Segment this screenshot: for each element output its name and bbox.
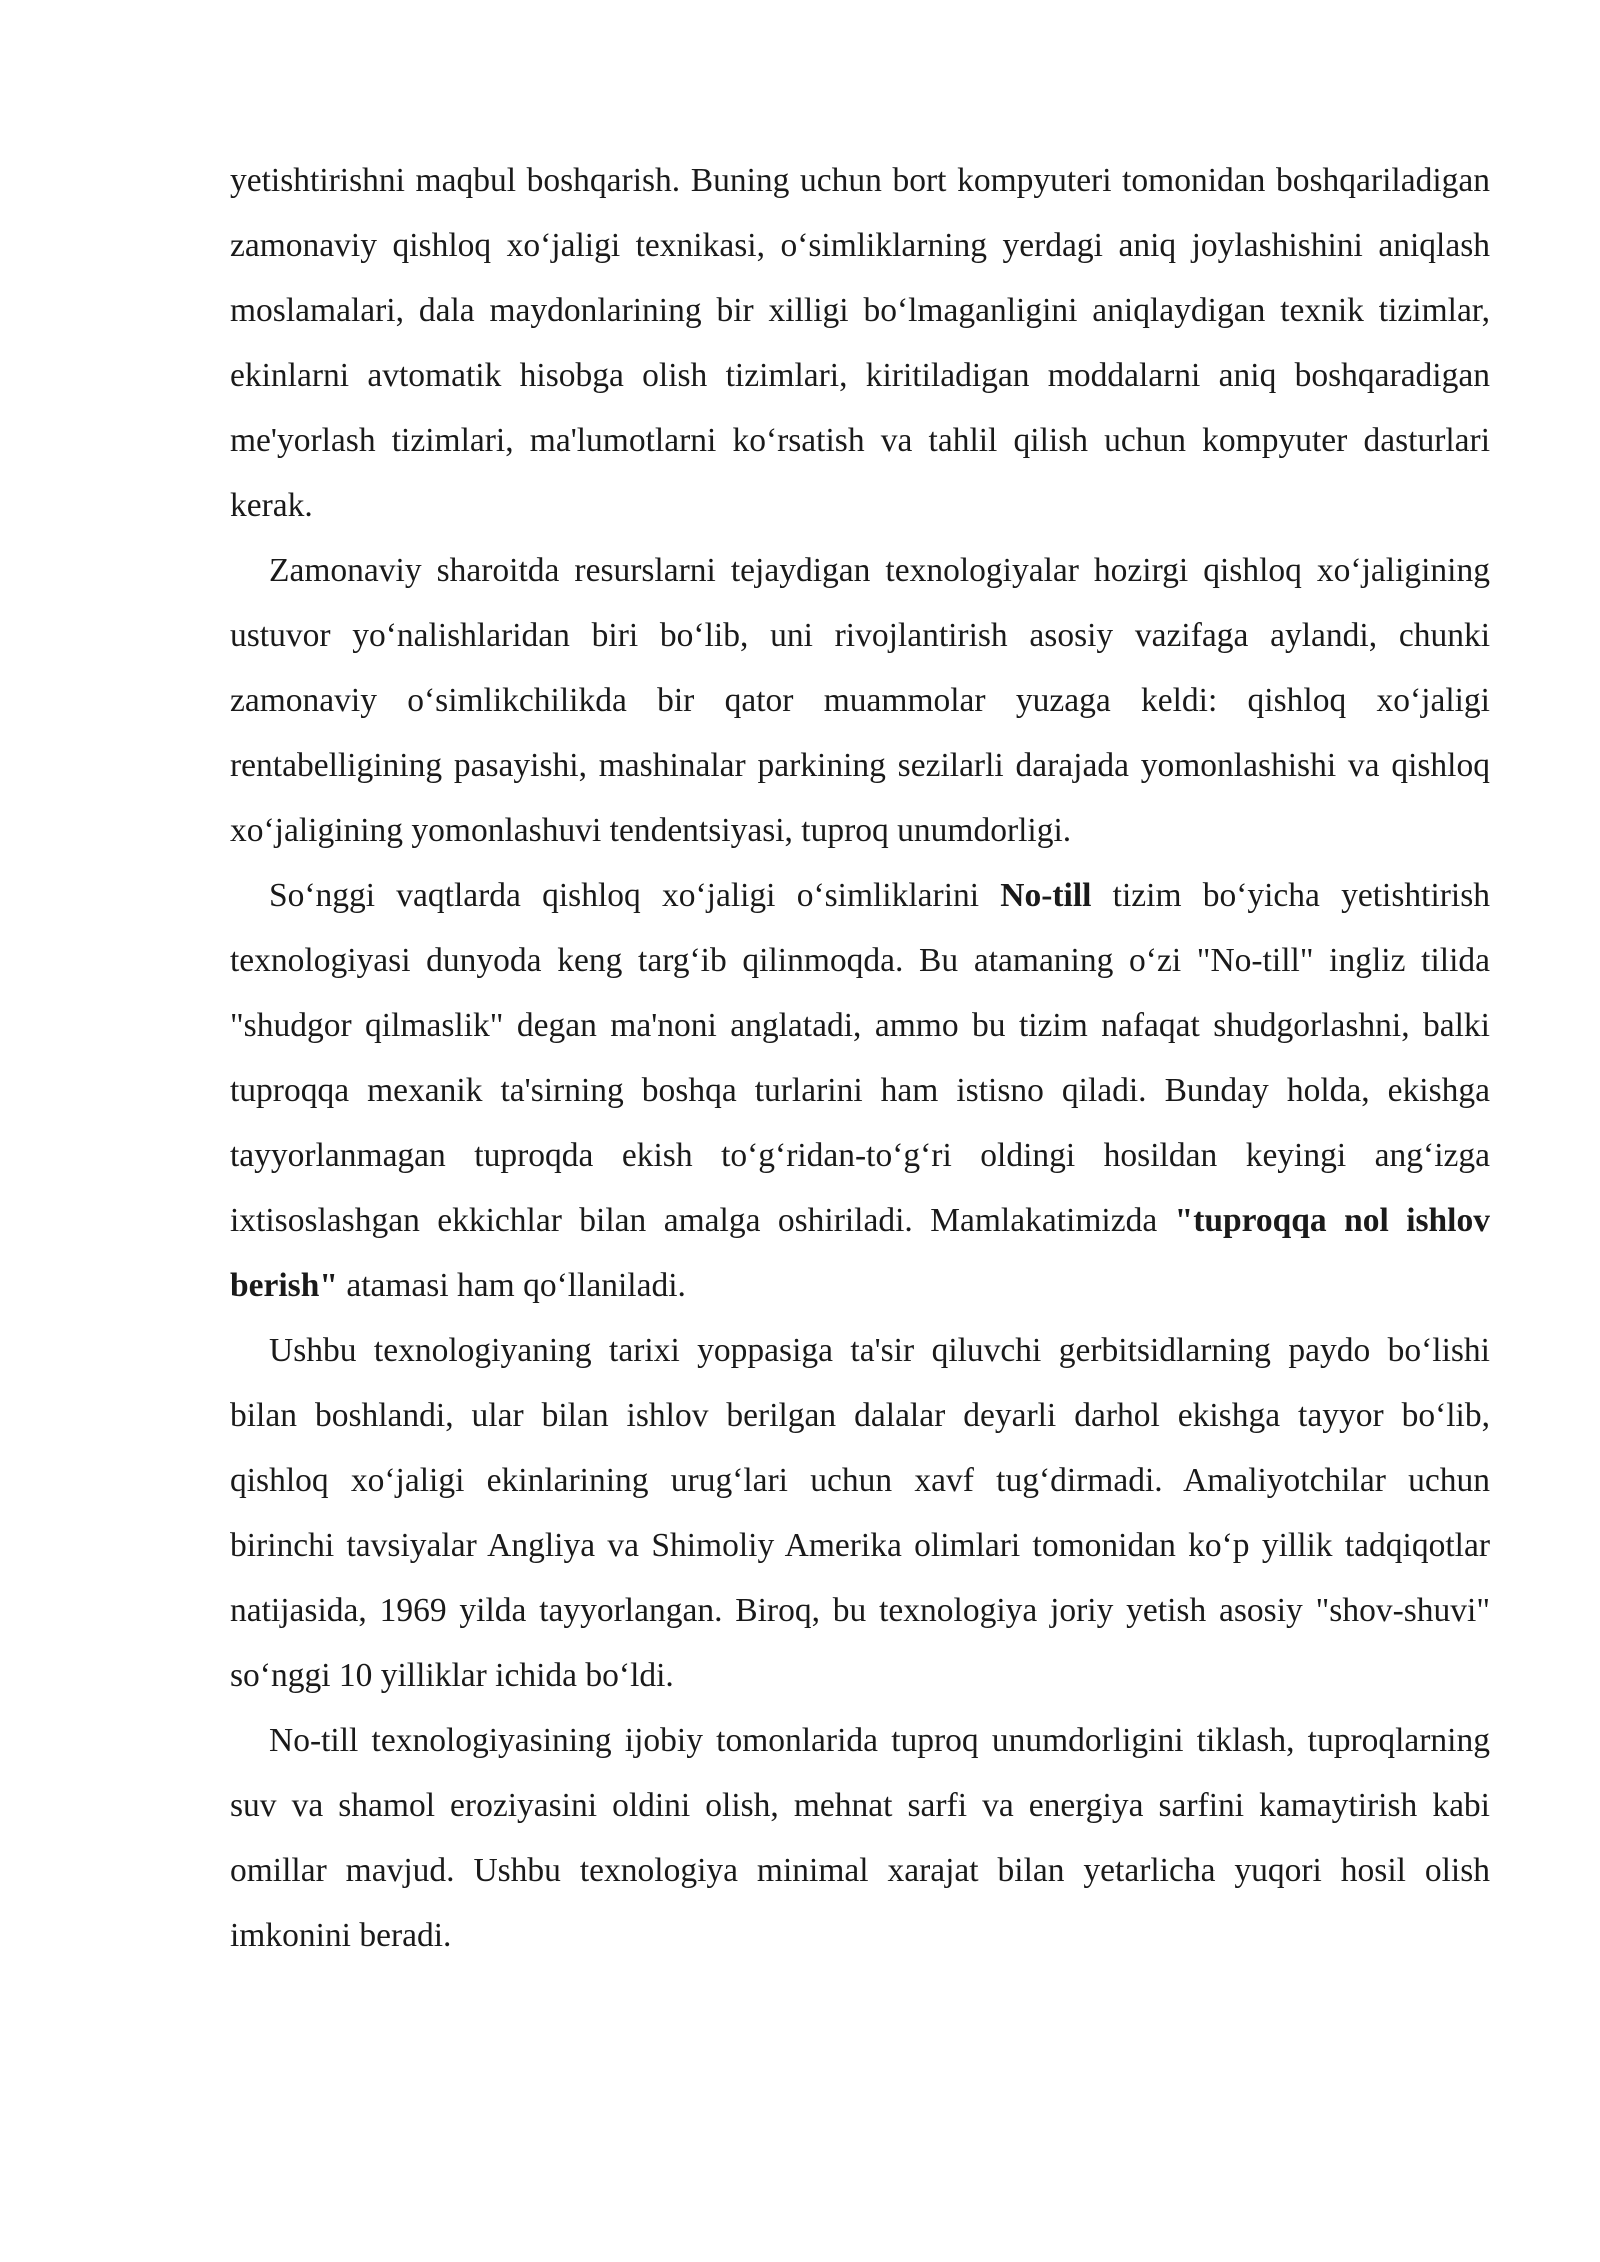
paragraph-3-text-a: So‘nggi vaqtlarda qishloq xo‘jaligi o‘simliklarini xyxy=(269,877,1001,914)
term-zero-tillage: "tuproqqa nol ishlov berish" xyxy=(230,1202,1490,1304)
paragraph-2 xyxy=(230,538,1490,863)
term-no-till: No-till xyxy=(1000,877,1092,914)
document-body xyxy=(230,148,1490,1968)
paragraph-4 xyxy=(230,1318,1490,1708)
paragraph-5-text: No-till texnologiyasining ijobiy tomonlarida tuproq unumdorligini tiklash, tuproqlarning suv va shamol eroziyasini oldini olish, mehnat sarfi va energiya sarfini kamaytirish kabi omillar mavjud. Ushbu texnologiya minimal xarajat bilan yetarlicha yuqori hosil olish imkonini beradi. xyxy=(230,1722,1490,1954)
paragraph-3-text-b: tizim bo‘yicha yetishtirish texnologiyasi dunyoda keng targ‘ib qilinmoqda. Bu atamaning o‘zi "No-till" ingliz tilida "shudgor qilmaslik" degan ma'noni anglatadi, ammo bu tizim nafaqat shudgorlashni, balki tuproqqa mexanik ta'sirning boshqa turlarini ham istisno qiladi. Bunday holda, ekishga tayyorlanmagan tuproqda ekish to‘g‘ridan-to‘g‘ri oldingi hosildan keyingi ang‘izga ixtisoslashgan ekkichlar bilan amalga oshiriladi. Mamlakatimizda xyxy=(230,877,1490,1239)
paragraph-1-text: yetishtirishni maqbul boshqarish. Buning uchun bort kompyuteri tomonidan boshqariladigan zamonaviy qishloq xo‘jaligi texnikasi, o‘simliklarning yerdagi aniq joylashishini aniqlash moslamalari, dala maydonlarining bir xilligi bo‘lmaganligini aniqlaydigan texnik tizimlar, ekinlarni avtomatik hisobga olish tizimlari, kiritiladigan moddalarni aniq boshqaradigan me'yorlash tizimlari, ma'lumotlarni ko‘rsatish va tahlil qilish uchun kompyuter dasturlari kerak. xyxy=(230,162,1490,524)
paragraph-2-text: Zamonaviy sharoitda resurslarni tejaydigan texnologiyalar hozirgi qishloq xo‘jaligining ustuvor yo‘nalishlaridan biri bo‘lib, uni rivojlantirish asosiy vazifaga aylandi, chunki zamonaviy o‘simlikchilikda bir qator muammolar yuzaga keldi: qishloq xo‘jaligi rentabelligining pasayishi, mashinalar parkining sezilarli darajada yomonlashishi va qishloq xo‘jaligining yomonlashuvi tendentsiyasi, tuproq unumdorligi. xyxy=(230,552,1490,849)
paragraph-5 xyxy=(230,1708,1490,1968)
paragraph-3-text-c: atamasi ham qo‘llaniladi. xyxy=(337,1267,686,1304)
paragraph-1 xyxy=(230,148,1490,538)
paragraph-3 xyxy=(230,863,1490,1318)
paragraph-4-text: Ushbu texnologiyaning tarixi yoppasiga ta'sir qiluvchi gerbitsidlarning paydo bo‘lishi bilan boshlandi, ular bilan ishlov berilgan dalalar deyarli darhol ekishga tayyor bo‘lib, qishloq xo‘jaligi ekinlarining urug‘lari uchun xavf tug‘dirmadi. Amaliyotchilar uchun birinchi tavsiyalar Angliya va Shimoliy Amerika olimlari tomonidan ko‘p yillik tadqiqotlar natijasida, 1969 yilda tayyorlangan. Biroq, bu texnologiya joriy yetish asosiy "shov-shuvi" so‘nggi 10 yilliklar ichida bo‘ldi. xyxy=(230,1332,1490,1694)
